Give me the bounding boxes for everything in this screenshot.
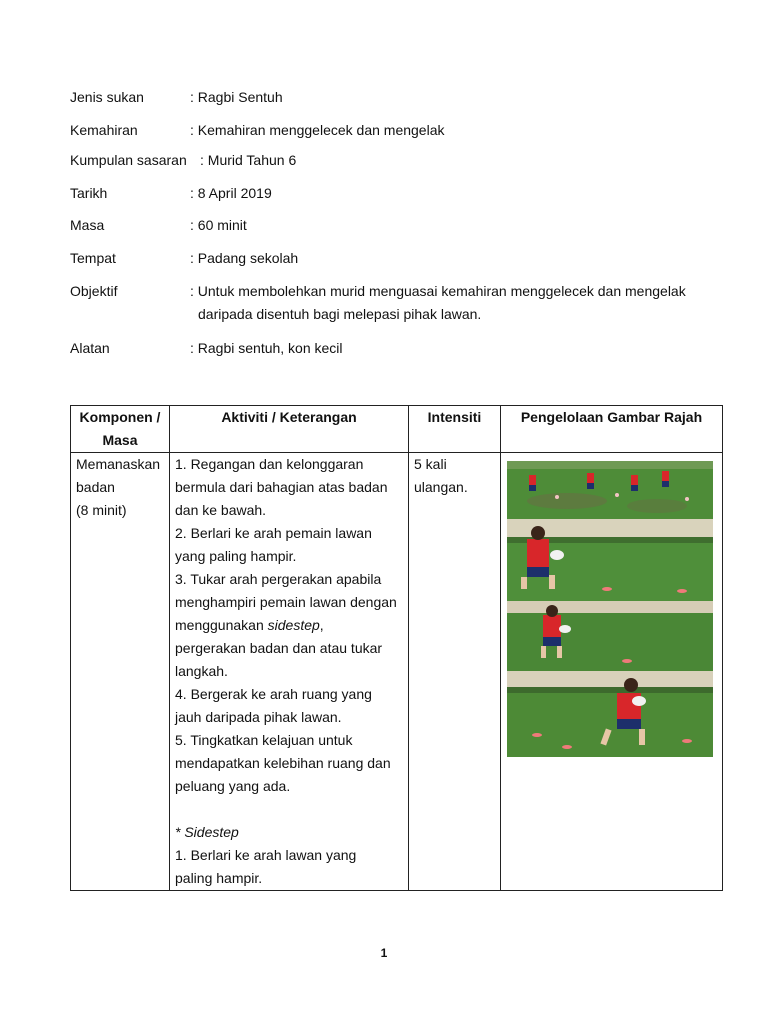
spacer <box>175 798 403 821</box>
aktiviti-line: dan ke bawah. <box>175 502 267 518</box>
detail-label: Objektif <box>70 283 118 299</box>
detail-value: : Ragbi sentuh, kon kecil <box>190 340 343 356</box>
aktiviti-line: langkah. <box>175 663 228 679</box>
header-intensiti: Intensiti <box>409 406 501 453</box>
aktiviti-line: bermula dari bahagian atas badan <box>175 479 388 495</box>
header-aktiviti: Aktiviti / Keterangan <box>170 406 409 453</box>
detail-label: Alatan <box>70 340 110 356</box>
detail-label: Masa <box>70 217 105 233</box>
aktiviti-line <box>175 821 403 844</box>
intensiti-line: ulangan. <box>414 479 468 495</box>
sidestep-heading: Sidestep <box>184 824 239 840</box>
objektif-line-2: daripada disentuh bagi melepasi pihak lawan. <box>198 306 482 322</box>
rugby-drill-photo-3 <box>507 601 713 671</box>
detail-label: Tarikh <box>70 185 108 201</box>
detail-label: Jenis sukan <box>70 89 144 105</box>
header-komponen <box>71 406 170 453</box>
aktiviti-text: , <box>319 617 324 633</box>
aktiviti-line: 2. Berlari ke arah pemain lawan <box>175 525 372 541</box>
table-row <box>71 453 723 891</box>
komponen-line: badan <box>76 479 115 495</box>
asterisk: * <box>175 824 185 840</box>
aktiviti-line: 5. Tingkatkan kelajuan untuk <box>175 732 353 748</box>
cell-pengelolaan <box>501 453 723 891</box>
aktiviti-line: yang paling hampir. <box>175 548 297 564</box>
rugby-drill-photo-4 <box>507 671 713 757</box>
detail-value: : Padang sekolah <box>190 250 299 266</box>
cell-aktiviti <box>170 453 409 891</box>
aktiviti-line: 3. Tukar arah pergerakan apabila <box>175 571 382 587</box>
detail-value: : 8 April 2019 <box>190 185 272 201</box>
detail-value: : Murid Tahun 6 <box>200 152 297 168</box>
aktiviti-line: jauh daripada pihak lawan. <box>175 709 342 725</box>
aktiviti-line: paling hampir. <box>175 870 263 886</box>
cell-komponen <box>71 453 170 891</box>
aktiviti-line: peluang yang ada. <box>175 778 291 794</box>
komponen-line: Memanaskan <box>76 456 161 472</box>
aktiviti-line: 1. Berlari ke arah lawan yang <box>175 847 357 863</box>
header-komponen-line-2: Masa <box>102 432 138 448</box>
objektif-line-1: : Untuk membolehkan murid menguasai kemahiran menggelecek dan mengelak <box>190 283 686 299</box>
intensiti-line: 5 kali <box>414 456 447 472</box>
aktiviti-line: menghampiri pemain lawan dengan <box>175 594 397 610</box>
rugby-drill-photo-1 <box>507 461 713 519</box>
aktiviti-text: menggunakan <box>175 617 268 633</box>
aktiviti-line: pergerakan badan dan atau tukar <box>175 640 383 656</box>
komponen-line: (8 minit) <box>76 502 127 518</box>
aktiviti-line: 1. Regangan dan kelonggaran <box>175 456 364 472</box>
detail-value <box>190 280 730 326</box>
lesson-plan-table <box>70 405 723 891</box>
aktiviti-line <box>175 614 403 637</box>
sidestep-term: sidestep <box>267 617 320 633</box>
page-number: 1 <box>380 946 388 960</box>
detail-label: Tempat <box>70 250 116 266</box>
aktiviti-line: mendapatkan kelebihan ruang dan <box>175 755 391 771</box>
header-komponen-line-1: Komponen / <box>79 409 161 425</box>
detail-label: Kemahiran <box>70 122 138 138</box>
cell-intensiti <box>409 453 501 891</box>
header-pengelolaan: Pengelolaan Gambar Rajah <box>501 406 723 453</box>
table-header-row <box>71 406 723 453</box>
detail-value: : 60 minit <box>190 217 247 233</box>
detail-value: : Ragbi Sentuh <box>190 89 283 105</box>
aktiviti-line: 4. Bergerak ke arah ruang yang <box>175 686 372 702</box>
detail-value: : Kemahiran menggelecek dan mengelak <box>190 122 445 138</box>
rugby-drill-photo-2 <box>507 519 713 601</box>
detail-label: Kumpulan sasaran <box>70 152 187 168</box>
